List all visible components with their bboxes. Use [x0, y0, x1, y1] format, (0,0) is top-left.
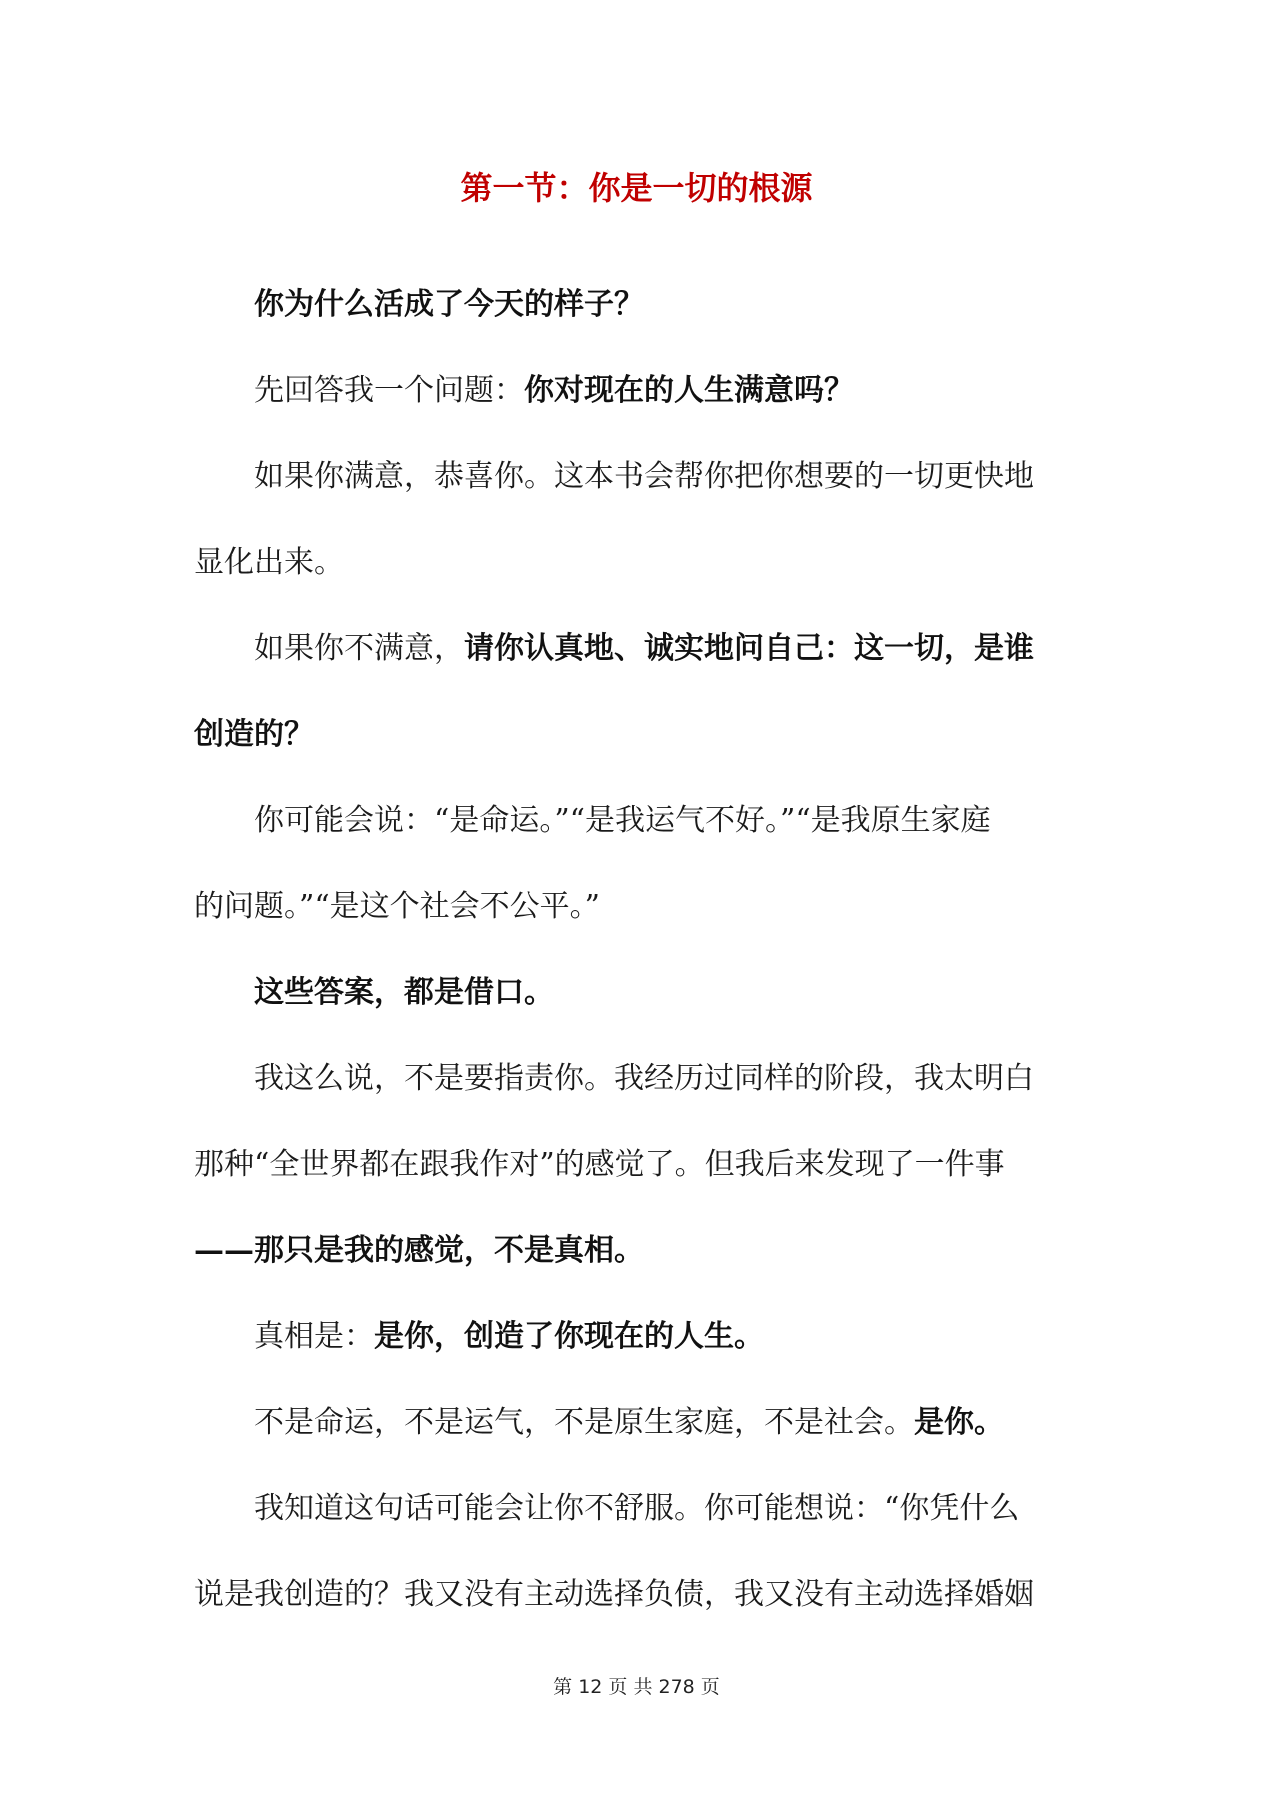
paragraph-2-text: 先回答我一个问题：	[254, 373, 524, 408]
paragraph-3-line-1: 如果你满意，恭喜你。这本书会帮你把你想要的一切更快地	[254, 459, 1034, 494]
paragraph-1	[194, 262, 1082, 348]
paragraph-6	[194, 950, 1082, 1036]
paragraph-9	[194, 1380, 1082, 1466]
paragraph-5-line-2: 的问题。”“是这个社会不公平。”	[194, 889, 601, 924]
paragraph-4	[194, 606, 1082, 778]
paragraph-8	[194, 1294, 1082, 1380]
body-text	[194, 262, 1082, 1638]
paragraph-7-line-2: 那种“全世界都在跟我作对”的感觉了。但我后来发现了一件事	[194, 1147, 1005, 1182]
paragraph-4-line-2: 创造的？	[194, 717, 314, 752]
paragraph-3	[194, 434, 1082, 606]
paragraph-7-line-3: ——那只是我的感觉，不是真相。	[194, 1233, 644, 1268]
paragraph-1-bold: 你为什么活成了今天的样子？	[254, 287, 644, 322]
paragraph-5	[194, 778, 1082, 950]
page-number-footer: 第 12 页 共 278 页	[553, 1676, 720, 1698]
paragraph-9-text: 不是命运，不是运气，不是原生家庭，不是社会。	[254, 1405, 914, 1440]
paragraph-2-bold: 你对现在的人生满意吗？	[524, 373, 854, 408]
paragraph-9-bold: 是你。	[914, 1405, 1004, 1440]
paragraph-3-line-2: 显化出来。	[194, 545, 344, 580]
paragraph-8-text: 真相是：	[254, 1319, 374, 1354]
paragraph-10-line-2: 说是我创造的？我又没有主动选择负债，我又没有主动选择婚姻	[194, 1577, 1034, 1612]
paragraph-8-bold: 是你，创造了你现在的人生。	[374, 1319, 764, 1354]
paragraph-2	[194, 348, 1082, 434]
paragraph-7	[194, 1036, 1082, 1294]
paragraph-4-text: 如果你不满意，	[254, 631, 464, 666]
paragraph-10-line-1: 我知道这句话可能会让你不舒服。你可能想说：“你凭什么	[254, 1491, 1020, 1526]
section-title: 第一节：你是一切的根源	[460, 169, 813, 207]
paragraph-10	[194, 1466, 1082, 1638]
paragraph-7-line-1: 我这么说，不是要指责你。我经历过同样的阶段，我太明白	[254, 1061, 1034, 1096]
paragraph-5-line-1: 你可能会说：“是命运。”“是我运气不好。”“是我原生家庭	[254, 803, 991, 838]
paragraph-4-bold: 请你认真地、诚实地问自己：这一切，是谁	[464, 631, 1034, 666]
paragraph-6-bold: 这些答案，都是借口。	[254, 975, 554, 1010]
paragraph-4-line-1	[194, 606, 1082, 692]
